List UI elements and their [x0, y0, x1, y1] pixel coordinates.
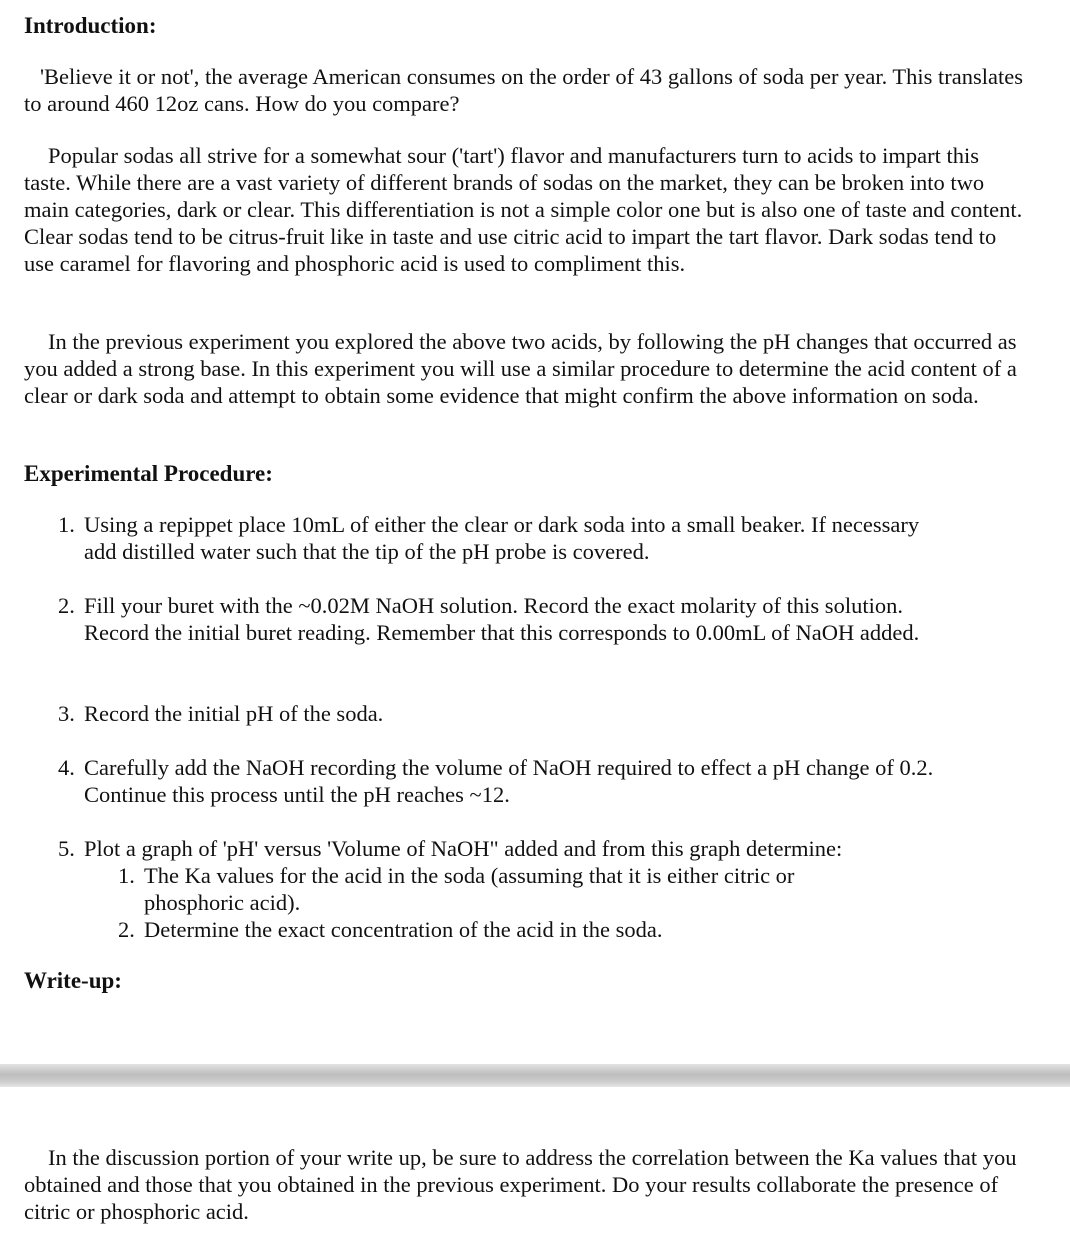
- step-text: Record the initial pH of the soda.: [84, 701, 384, 726]
- step-text: Carefully add the NaOH recording the volume of NaOH required to effect a pH change of 0.2. Continue this process until the pH reaches ~12.: [84, 755, 934, 807]
- step-number: 1.: [58, 512, 75, 537]
- step-text: Fill your buret with the ~0.02M NaOH solution. Record the exact molarity of this solution. Record the initial buret reading. Remember that this corresponds to 0.00mL of NaOH added.: [84, 593, 920, 645]
- procedure-step: [58, 592, 938, 646]
- substep-text: The Ka values for the acid in the soda (assuming that it is either citric or phosphoric acid).: [144, 863, 795, 915]
- step-text: Plot a graph of 'pH' versus 'Volume of NaOH" added and from this graph determine:: [84, 836, 843, 861]
- substep-text: Determine the exact concentration of the acid in the soda.: [144, 917, 663, 942]
- step-number: 2.: [58, 593, 75, 618]
- step-number: 3.: [58, 701, 75, 726]
- procedure-step: [58, 700, 938, 727]
- substep-number: 1.: [118, 863, 135, 888]
- step-number: 4.: [58, 755, 75, 780]
- procedure-heading: Experimental Procedure:: [24, 461, 273, 486]
- step-number: 5.: [58, 836, 75, 861]
- step-text: Using a repippet place 10mL of either the clear or dark soda into a small beaker. If necessary add distilled water such that the tip of the pH probe is covered.: [84, 512, 920, 564]
- writeup-paragraph: In the discussion portion of your write up, be sure to address the correlation between the Ka values that you obtained and those that you obtained in the previous experiment. Do your results collaborate the presence of citric or phosphoric acid.: [24, 1145, 1017, 1224]
- introduction-heading: Introduction:: [24, 13, 157, 38]
- substep-number: 2.: [118, 917, 135, 942]
- intro-paragraph-2: Popular sodas all strive for a somewhat sour ('tart') flavor and manufacturers turn to acids to impart this taste. While there are a vast variety of different brands of sodas on the market, they can be broken into two main categories, dark or clear. This differentiation is not a simple color one but is also one of taste and content. Clear sodas tend to be citrus-fruit like in taste and use citric acid to impart the tart flavor. Dark sodas tend to use caramel for flavoring and phosphoric acid is used to compliment this.: [24, 143, 1023, 276]
- writeup-heading: Write-up:: [24, 968, 122, 993]
- section-divider: [0, 1064, 1070, 1087]
- intro-paragraph-3: In the previous experiment you explored the above two acids, by following the pH changes that occurred as you added a strong base. In this experiment you will use a similar procedure to determine the acid content of a clear or dark soda and attempt to obtain some evidence that might confirm the above information on soda.: [24, 329, 1017, 408]
- procedure-step: [58, 835, 938, 862]
- intro-paragraph-1: 'Believe it or not', the average American consumes on the order of 43 gallons of soda per year. This translates to around 460 12oz cans. How do you compare?: [24, 64, 1024, 116]
- procedure-substep: [118, 862, 878, 916]
- procedure-substep: [118, 916, 878, 943]
- procedure-step: [58, 511, 938, 565]
- procedure-step: [58, 754, 938, 808]
